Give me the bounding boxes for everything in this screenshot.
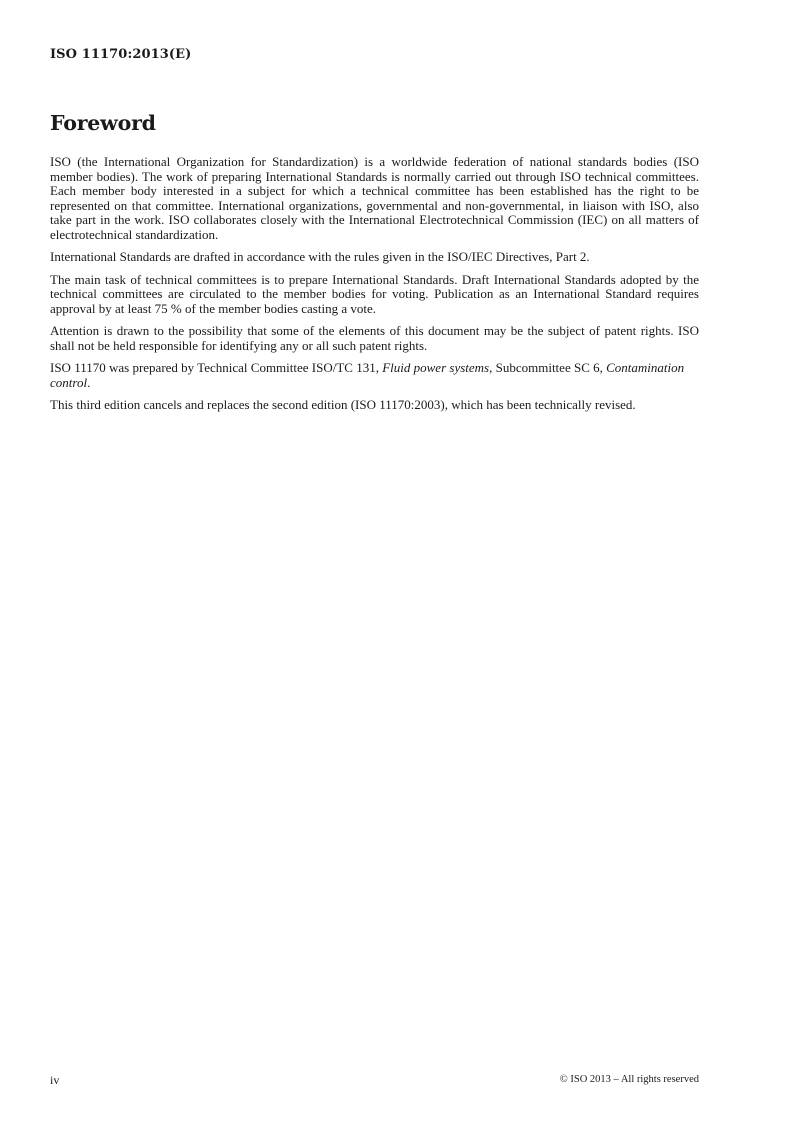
page-number: iv bbox=[50, 1073, 60, 1087]
preparation-middle: , Subcommittee SC 6, bbox=[489, 360, 607, 375]
preparation-prefix: ISO 11170 was prepared by Technical Committee ISO/TC 131, bbox=[50, 360, 383, 375]
paragraph-committee-task: The main task of technical committees is to prepare International Standards. Draft International Standards adopted by the technical committees are circulated to the member bodies for voting. Publication as an International Standard requires approval by at least 75 % of the member bodies casting a vote. bbox=[50, 271, 699, 316]
paragraph-preparation bbox=[50, 361, 699, 390]
committee-name: Fluid power systems bbox=[382, 360, 490, 375]
copyright-notice: © ISO 2013 – All rights reserved bbox=[559, 1074, 699, 1085]
paragraph-iso-overview: ISO (the International Organization for Standardization) is a worldwide federation of national standards bodies (ISO member bodies). The work of preparing International Standards is normally carried out through ISO technical committees. Each member body interested in a subject for which a technical committee has been established has the right to be represented on that committee. International organizations, governmental and non-governmental, in liaison with ISO, also take part in the work. ISO collaborates closely with the International Electrotechnical Commission (IEC) on all matters of electrotechnical standardization. bbox=[50, 154, 699, 242]
subcommittee-name: Contamination control bbox=[50, 360, 685, 390]
section-title: Foreword bbox=[50, 111, 156, 135]
paragraph-directives: International Standards are drafted in accordance with the rules given in the ISO/IEC Directives, Part 2. bbox=[50, 249, 590, 264]
foreword-body bbox=[50, 155, 699, 421]
document-id: ISO 11170:2013(E) bbox=[50, 47, 192, 62]
paragraph-patent-rights: Attention is drawn to the possibility that some of the elements of this document may be the subject of patent rights. ISO shall not be held responsible for identifying any or all such patent rights. bbox=[50, 323, 699, 353]
paragraph-edition: This third edition cancels and replaces the second edition (ISO 11170:2003), which has been technically revised. bbox=[50, 397, 636, 412]
preparation-suffix: . bbox=[87, 374, 91, 390]
